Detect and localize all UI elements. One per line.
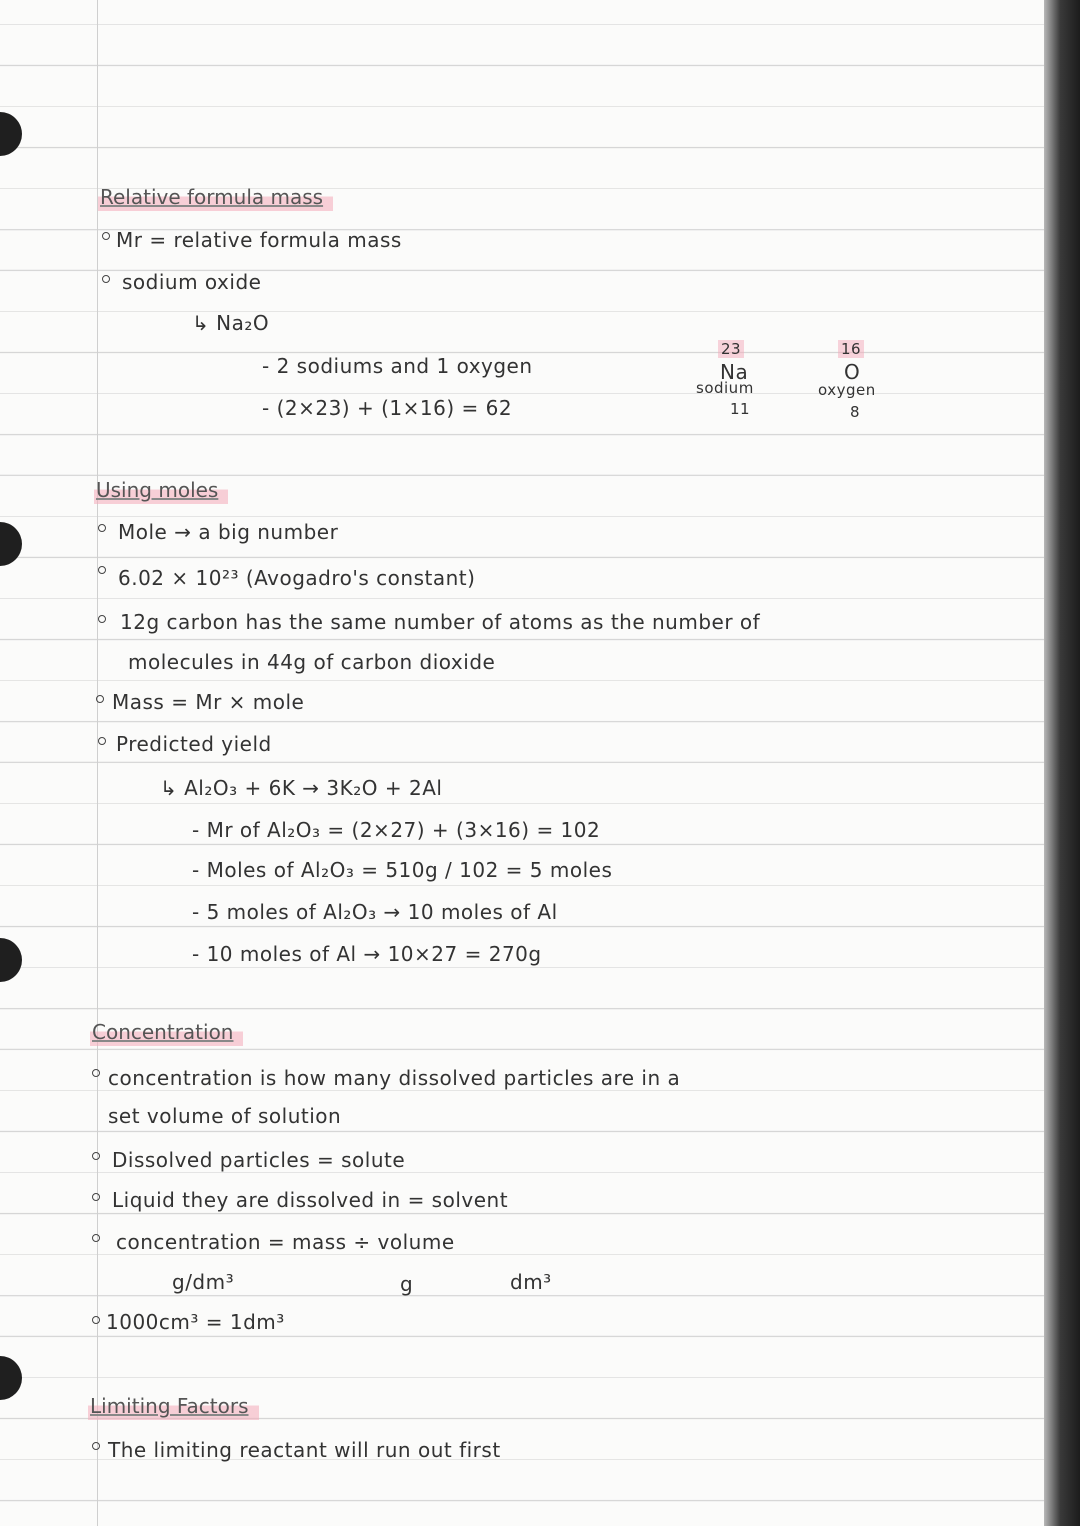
note-line: ↳ Al₂O₃ + 6K → 3K₂O + 2Al bbox=[160, 776, 443, 800]
bullet-icon bbox=[92, 1193, 100, 1201]
bullet-icon bbox=[96, 695, 104, 703]
note-line: - 5 moles of Al₂O₃ → 10 moles of Al bbox=[192, 900, 558, 924]
bullet-icon bbox=[92, 1069, 100, 1077]
note-line: - (2×23) + (1×16) = 62 bbox=[262, 396, 513, 420]
note-line: - Mr of Al₂O₃ = (2×27) + (3×16) = 102 bbox=[192, 818, 601, 842]
page-edge-shadow bbox=[1044, 0, 1080, 1526]
note-line: Dissolved particles = solute bbox=[112, 1148, 406, 1172]
unit-label: g/dm³ bbox=[172, 1270, 235, 1294]
note-line: set volume of solution bbox=[108, 1104, 342, 1128]
note-line: 1000cm³ = 1dm³ bbox=[106, 1310, 285, 1334]
note-line: 6.02 × 10²³ (Avogadro's constant) bbox=[118, 566, 476, 590]
note-line: sodium oxide bbox=[122, 270, 262, 294]
note-line: Mr = relative formula mass bbox=[116, 228, 402, 252]
heading-concentration: Concentration bbox=[90, 1020, 243, 1046]
element-name: sodium bbox=[696, 379, 754, 397]
binder-hole bbox=[0, 522, 22, 566]
heading-using-moles: Using moles bbox=[94, 478, 228, 504]
note-line: The limiting reactant will run out first bbox=[108, 1438, 501, 1462]
heading-limiting-factors: Limiting Factors bbox=[88, 1394, 259, 1420]
bullet-icon bbox=[98, 737, 106, 745]
note-line: 12g carbon has the same number of atoms as the number of bbox=[120, 610, 761, 634]
atomic-number: 11 bbox=[730, 400, 751, 418]
bullet-icon bbox=[102, 232, 110, 240]
element-name: oxygen bbox=[818, 381, 876, 399]
note-line: Liquid they are dissolved in = solvent bbox=[112, 1188, 509, 1212]
margin-line bbox=[97, 0, 98, 1526]
bullet-icon bbox=[92, 1442, 100, 1450]
note-line: ↳ Na₂O bbox=[192, 311, 270, 335]
atomic-number: 8 bbox=[850, 403, 861, 421]
note-line: - 2 sodiums and 1 oxygen bbox=[262, 354, 533, 378]
note-line: concentration is how many dissolved particles are in a bbox=[108, 1066, 681, 1090]
note-line: Predicted yield bbox=[116, 732, 272, 756]
binder-hole bbox=[0, 1356, 22, 1400]
bullet-icon bbox=[92, 1152, 100, 1160]
note-line: - 10 moles of Al → 10×27 = 270g bbox=[192, 942, 542, 966]
bullet-icon bbox=[98, 566, 106, 574]
unit-label: g bbox=[400, 1272, 414, 1296]
bullet-icon bbox=[92, 1316, 100, 1324]
element-symbol: O bbox=[844, 360, 861, 384]
bullet-icon bbox=[92, 1234, 100, 1242]
note-line: concentration = mass ÷ volume bbox=[116, 1230, 455, 1254]
atomic-mass: 16 bbox=[838, 340, 864, 358]
note-line: Mass = Mr × mole bbox=[112, 690, 305, 714]
element-symbol: Na bbox=[720, 360, 749, 384]
atomic-mass: 23 bbox=[718, 340, 744, 358]
note-line: molecules in 44g of carbon dioxide bbox=[128, 650, 496, 674]
bullet-icon bbox=[98, 524, 106, 532]
note-line: Mole → a big number bbox=[118, 520, 339, 544]
binder-hole bbox=[0, 938, 22, 982]
note-line: - Moles of Al₂O₃ = 510g / 102 = 5 moles bbox=[192, 858, 613, 882]
unit-label: dm³ bbox=[510, 1270, 552, 1294]
heading-relative-formula-mass: Relative formula mass bbox=[98, 185, 333, 211]
bullet-icon bbox=[102, 275, 110, 283]
binder-hole bbox=[0, 112, 22, 156]
bullet-icon bbox=[98, 615, 106, 623]
